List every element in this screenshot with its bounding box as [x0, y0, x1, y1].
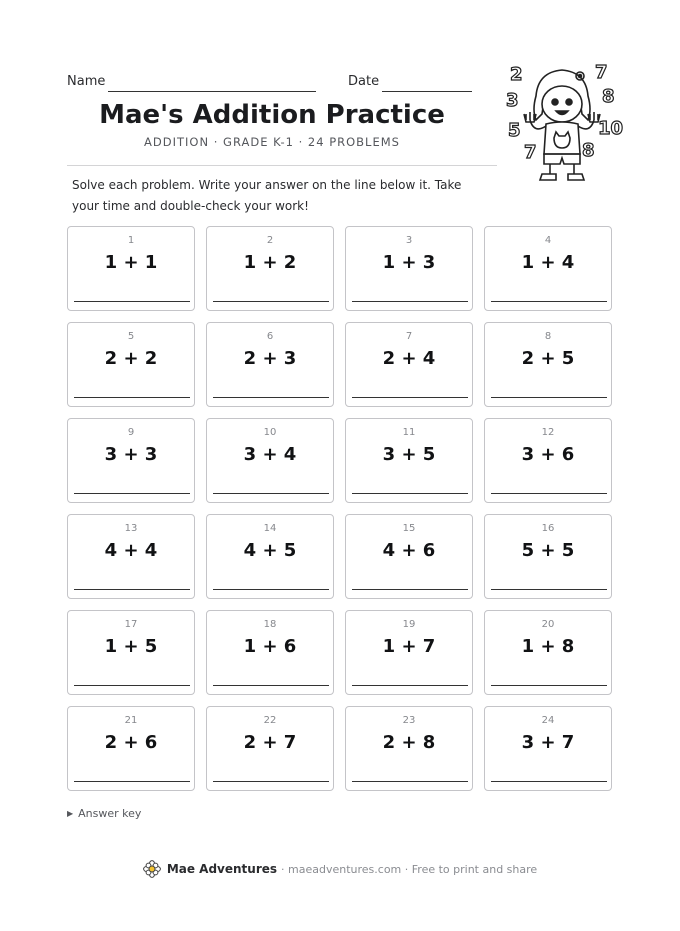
problem-card: [206, 706, 334, 791]
answer-line[interactable]: [213, 397, 329, 398]
problem-card: [345, 418, 473, 503]
problem-expression: 1 + 4: [521, 252, 575, 273]
answer-line[interactable]: [74, 589, 190, 590]
problem-number: 15: [402, 523, 416, 534]
date-label: Date: [348, 74, 380, 89]
name-field[interactable]: [108, 91, 316, 92]
problem-expression: 1 + 1: [104, 252, 158, 273]
problem-expression: 1 + 6: [243, 636, 297, 657]
instructions-text: Solve each problem. Write your answer on the line below it. Take your time and double-check your work!: [72, 178, 462, 213]
problem-number: 8: [544, 331, 552, 342]
problem-number: 7: [405, 331, 413, 342]
answer-line[interactable]: [74, 685, 190, 686]
problem-card: [345, 514, 473, 599]
problem-number: 16: [541, 523, 555, 534]
answer-line[interactable]: [352, 685, 468, 686]
svg-text:2: 2: [510, 64, 523, 85]
problem-expression: 2 + 3: [243, 348, 297, 369]
answer-line[interactable]: [213, 685, 329, 686]
girl-with-numbers-icon: [496, 54, 626, 184]
problem-number: 9: [127, 427, 135, 438]
problem-card: [484, 610, 612, 695]
problem-number: 24: [541, 715, 555, 726]
problem-card: [345, 706, 473, 791]
problem-expression: 4 + 5: [243, 540, 297, 561]
answer-line[interactable]: [213, 589, 329, 590]
problem-number: 1: [127, 235, 135, 246]
problem-card: [67, 514, 195, 599]
problem-number: 2: [266, 235, 274, 246]
svg-text:8: 8: [582, 140, 595, 161]
problem-number: 22: [263, 715, 277, 726]
problem-grid: [67, 226, 612, 791]
problem-card: [67, 610, 195, 695]
problem-number: 3: [405, 235, 413, 246]
problem-number: 17: [124, 619, 138, 630]
problem-card: [206, 226, 334, 311]
problem-expression: 3 + 7: [521, 732, 575, 753]
answer-key-toggle[interactable]: [67, 807, 141, 820]
answer-line[interactable]: [491, 493, 607, 494]
problem-number: 21: [124, 715, 138, 726]
problem-card: [484, 706, 612, 791]
footer-site-text: · maeadventures.com · Free to print and share: [281, 862, 538, 876]
problem-expression: 3 + 4: [243, 444, 297, 465]
problem-card: [345, 610, 473, 695]
answer-key-label: Answer key: [78, 807, 142, 820]
answer-line[interactable]: [352, 301, 468, 302]
problem-card: [206, 418, 334, 503]
problem-card: [484, 514, 612, 599]
problem-expression: 2 + 8: [382, 732, 436, 753]
problem-card: [206, 514, 334, 599]
flower-icon: [143, 860, 161, 878]
problem-number: 20: [541, 619, 555, 630]
problem-expression: 1 + 7: [382, 636, 436, 657]
problem-expression: 2 + 2: [104, 348, 158, 369]
problem-expression: 2 + 7: [243, 732, 297, 753]
problem-number: 11: [402, 427, 416, 438]
name-label: Name: [67, 74, 106, 89]
problem-card: [206, 322, 334, 407]
problem-number: 19: [402, 619, 416, 630]
answer-line[interactable]: [352, 781, 468, 782]
problem-expression: 3 + 3: [104, 444, 158, 465]
svg-text:8: 8: [602, 86, 615, 107]
header-divider: [67, 165, 497, 166]
svg-text:7: 7: [595, 62, 608, 83]
footer-brand: Mae Adventures: [166, 862, 278, 876]
answer-line[interactable]: [352, 589, 468, 590]
problem-number: 12: [541, 427, 555, 438]
answer-line[interactable]: [491, 301, 607, 302]
answer-line[interactable]: [74, 493, 190, 494]
problem-number: 6: [266, 331, 274, 342]
problem-expression: 1 + 8: [521, 636, 575, 657]
answer-line[interactable]: [213, 493, 329, 494]
problem-card: [67, 322, 195, 407]
triangle-right-icon: ▶: [67, 809, 74, 818]
problem-expression: 5 + 5: [521, 540, 575, 561]
problem-number: 23: [402, 715, 416, 726]
answer-line[interactable]: [491, 685, 607, 686]
answer-line[interactable]: [352, 397, 468, 398]
problem-card: [484, 226, 612, 311]
problem-card: [484, 418, 612, 503]
problem-expression: 3 + 6: [521, 444, 575, 465]
page-title: Mae's Addition Practice: [99, 100, 445, 130]
answer-line[interactable]: [74, 301, 190, 302]
date-field[interactable]: [382, 91, 472, 92]
problem-number: 14: [263, 523, 277, 534]
problem-number: 18: [263, 619, 277, 630]
answer-line[interactable]: [213, 781, 329, 782]
problem-expression: 2 + 6: [104, 732, 158, 753]
answer-line[interactable]: [491, 397, 607, 398]
problem-number: 10: [263, 427, 277, 438]
svg-text:7: 7: [524, 142, 537, 163]
page-subtitle: ADDITION · GRADE K-1 · 24 PROBLEMS: [144, 135, 400, 149]
problem-number: 5: [127, 331, 135, 342]
svg-text:3: 3: [506, 90, 519, 111]
problem-expression: 2 + 5: [521, 348, 575, 369]
problem-card: [67, 418, 195, 503]
problem-expression: 1 + 5: [104, 636, 158, 657]
answer-line[interactable]: [74, 781, 190, 782]
problem-number: 4: [544, 235, 552, 246]
problem-card: [484, 322, 612, 407]
problem-expression: 2 + 4: [382, 348, 436, 369]
answer-line[interactable]: [352, 493, 468, 494]
answer-line[interactable]: [491, 781, 607, 782]
footer: [0, 860, 680, 878]
problem-card: [345, 226, 473, 311]
problem-expression: 1 + 3: [382, 252, 436, 273]
problem-card: [345, 322, 473, 407]
problem-expression: 4 + 4: [104, 540, 158, 561]
problem-expression: 3 + 5: [382, 444, 436, 465]
problem-card: [67, 226, 195, 311]
answer-line[interactable]: [213, 301, 329, 302]
problem-card: [67, 706, 195, 791]
answer-line[interactable]: [491, 589, 607, 590]
answer-line[interactable]: [74, 397, 190, 398]
problem-expression: 4 + 6: [382, 540, 436, 561]
svg-text:10: 10: [598, 118, 624, 139]
problem-expression: 1 + 2: [243, 252, 297, 273]
problem-card: [206, 610, 334, 695]
name-date-row: [67, 74, 477, 94]
svg-text:5: 5: [508, 120, 521, 141]
problem-number: 13: [124, 523, 138, 534]
